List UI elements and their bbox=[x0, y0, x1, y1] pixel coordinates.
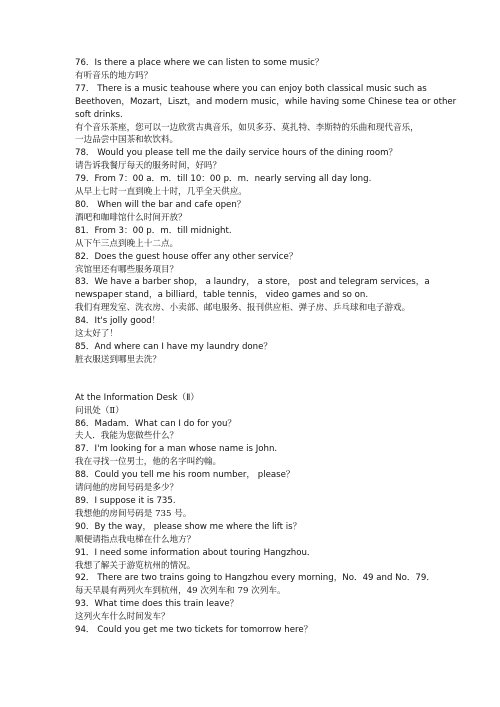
chinese-translation-line: 这列火车什么时间发车？ bbox=[75, 612, 170, 623]
chinese-translation-line: 从下午三点到晚上十二点。 bbox=[75, 238, 179, 249]
chinese-translation-line: 我在寻找一位男士，他的名字叫约翰。 bbox=[75, 457, 222, 468]
chinese-translation-line: 宾馆里还有哪些服务项目？ bbox=[75, 264, 179, 275]
chinese-translation-line: 脏衣服送到哪里去洗？ bbox=[75, 354, 161, 365]
chinese-translation-line: 问讯处（Ⅱ） bbox=[75, 405, 124, 416]
english-text-line: 85．And where can I have my laundry done？ bbox=[75, 341, 273, 352]
english-text-line: 91．I need some information about touring Hangzhou． bbox=[75, 547, 316, 558]
english-text-line: 77． There is a music teahouse where you can enjoy both classical music such as bbox=[75, 83, 427, 94]
chinese-translation-line: 我想他的房间号码是 735 号。 bbox=[75, 508, 192, 519]
english-text-line: 84．It's jolly good！ bbox=[75, 316, 161, 327]
english-text-line: 92． There are two trains going to Hangzhou every morning，No．49 and No．79． bbox=[75, 573, 435, 584]
chinese-translation-line: 顺便请指点我电梯在什么地方？ bbox=[75, 534, 196, 545]
english-text-line: 82．Does the guest house offer any other service？ bbox=[75, 251, 298, 262]
english-text-line: 93．What time does this train leave？ bbox=[75, 599, 239, 610]
dialogue-block-information-desk bbox=[75, 392, 435, 637]
section-gap bbox=[75, 367, 435, 392]
document-page bbox=[75, 57, 457, 637]
english-text-line: At the Information Desk（Ⅱ） bbox=[75, 392, 199, 403]
english-text-line: 86．Madam．What can I do for you？ bbox=[75, 418, 237, 429]
english-text-line: newspaper stand，a billiard，table tennis， video games and so on. bbox=[75, 290, 369, 301]
chinese-translation-line: 从早上七时一直到晚上十时，几乎全天供应。 bbox=[75, 187, 247, 198]
chinese-translation-line: 请告诉我餐厅每天的服务时间，好吗？ bbox=[75, 161, 222, 172]
dialogue-block-dining-services bbox=[75, 57, 457, 367]
chinese-translation-line: 一边品尝中国茶和软饮料。 bbox=[75, 135, 179, 146]
english-text-line: 89．I suppose it is 735. bbox=[75, 496, 176, 506]
english-text-line: 90．By the way， please show me where the lift is？ bbox=[75, 521, 302, 532]
english-text-line: 94． Could you get me two tickets for tomorrow here？ bbox=[75, 625, 313, 636]
chinese-translation-line: 酒吧和咖啡馆什么时间开放？ bbox=[75, 212, 187, 223]
english-text-line: 81．From 3：00 p．m．till midnight. bbox=[75, 225, 232, 236]
chinese-translation-line: 我想了解关于游览杭州的情况。 bbox=[75, 560, 196, 571]
english-text-line: 87．I'm looking for a man whose name is John. bbox=[75, 444, 278, 455]
english-text-line: soft drinks. bbox=[75, 109, 123, 120]
english-text-line: 83．We have a barber shop， a laundry， a store， post and telegram services，a bbox=[75, 277, 430, 288]
chinese-translation-line: 有个音乐茶座，您可以一边欣赏古典音乐，如贝多芬、莫扎特、李斯特的乐曲和现代音乐， bbox=[75, 122, 419, 133]
english-text-line: 76．Is there a place where we can listen to some music？ bbox=[75, 58, 324, 68]
chinese-translation-line: 我们有理发室、洗衣房、小卖部、邮电服务、报刊供应柜、弹子房、乒乓球和电子游戏。 bbox=[75, 303, 411, 314]
english-text-line: 88．Could you tell me his room number， please？ bbox=[75, 470, 295, 481]
chinese-translation-line: 有听音乐的地方吗？ bbox=[75, 70, 153, 81]
english-text-line: 80． When will the bar and cafe open？ bbox=[75, 199, 246, 210]
chinese-translation-line: 请问他的房间号码是多少？ bbox=[75, 483, 179, 494]
english-text-line: Beethoven，Mozart，Liszt，and modern music，while having some Chinese tea or other bbox=[75, 96, 457, 107]
chinese-translation-line: 每天早晨有两列火车到杭州，49 次列车和 79 次列车。 bbox=[75, 586, 286, 597]
chinese-translation-line: 这太好了！ bbox=[75, 329, 118, 340]
english-text-line: 79．From 7：00 a．m．till 10：00 p．m．nearly serving all day long. bbox=[75, 174, 372, 185]
english-text-line: 78． Would you please tell me the daily service hours of the dining room？ bbox=[75, 148, 398, 159]
chinese-translation-line: 夫人．我能为您做些什么？ bbox=[75, 431, 179, 442]
